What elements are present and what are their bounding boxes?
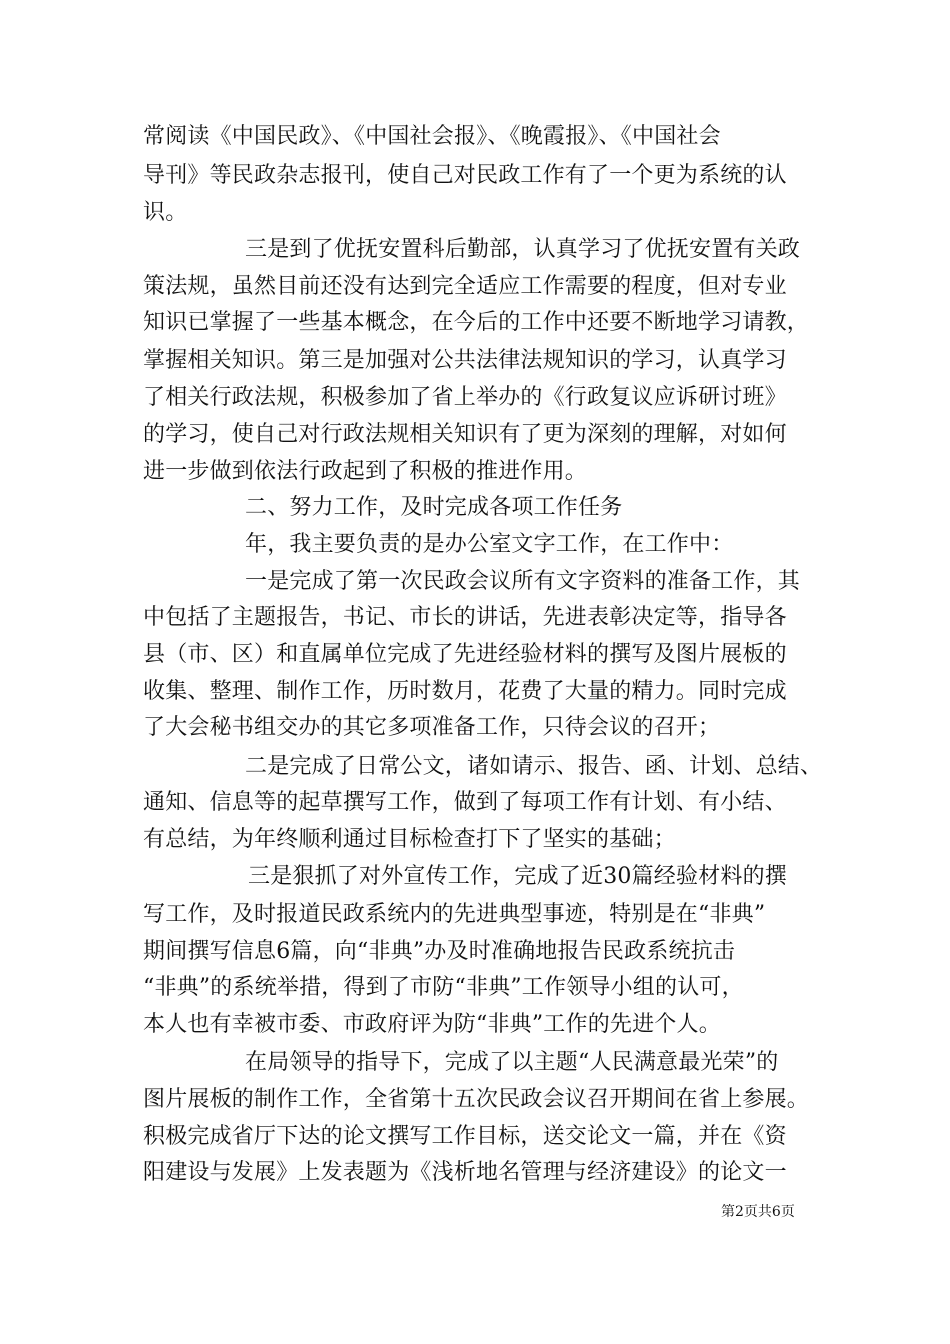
text-line: 有总结，为年终顺利通过目标检查打下了坚实的基础； xyxy=(143,827,676,852)
text-line: 通知、信息等的起草撰写工作，做到了每项工作有计划、有小结、 xyxy=(143,790,787,815)
paragraph-start-line: 二是完成了日常公文，诸如请示、报告、函、计划、总结、 xyxy=(245,754,823,779)
text-line: 县（市、区）和直属单位完成了先进经验材料的撰写及图片展板的 xyxy=(143,642,787,667)
text-line: 期间撰写信息6篇，向“非典”办及时准确地报告民政系统抗击 xyxy=(143,939,736,964)
text-line: 了相关行政法规，积极参加了省上举办的《行政复议应诉研讨班》 xyxy=(143,385,787,410)
paragraph-start-line: 年，我主要负责的是办公室文字工作，在工作中： xyxy=(245,532,734,557)
text-line: 阳建设与发展》上发表题为《浅析地名管理与经济建设》的论文一 xyxy=(143,1160,787,1185)
section-heading: 二、努力工作，及时完成各项工作任务 xyxy=(245,495,623,520)
text-line: “非典”的系统举措，得到了市防“非典”工作领导小组的认可， xyxy=(143,975,744,1000)
paragraph-start-line: 在局领导的指导下，完成了以主题“人民满意最光荣”的 xyxy=(245,1050,779,1075)
text-line: 了大会秘书组交办的其它多项准备工作，只待会议的召开； xyxy=(143,715,721,740)
text-line: 的学习，使自己对行政法规相关知识有了更为深刻的理解，对如何 xyxy=(143,422,787,447)
text-line: 进一步做到依法行政起到了积极的推进作用。 xyxy=(143,459,588,484)
paragraph-start-line: 三是到了优抚安置科后勤部，认真学习了优抚安置有关政 xyxy=(245,237,801,262)
text-line: 导刊》等民政杂志报刊，使自己对民政工作有了一个更为系统的认 xyxy=(143,163,787,188)
text-line: 掌握相关知识。第三是加强对公共法律法规知识的学习，认真学习 xyxy=(143,348,787,373)
text-line: 写工作，及时报道民政系统内的先进典型事迹，特别是在“非典” xyxy=(143,902,766,927)
text-line: 知识已掌握了一些基本概念，在今后的工作中还要不断地学习请教， xyxy=(143,310,810,335)
text-line: 本人也有幸被市委、市政府评为防“非典”工作的先进个人。 xyxy=(143,1012,721,1037)
text-line: 常阅读《中国民政》、《中国社会报》、《晚霞报》、《中国社会 xyxy=(143,124,721,149)
paragraph-start-line: 三是狠抓了对外宣传工作，完成了近30篇经验材料的撰 xyxy=(248,864,787,889)
text-line: 积极完成省厅下达的论文撰写工作目标，送交论文一篇，并在《资 xyxy=(143,1124,787,1149)
page-number-footer: 第2页共6页 xyxy=(721,1204,795,1220)
text-line: 图片展板的制作工作，全省第十五次民政会议召开期间在省上参展。 xyxy=(143,1087,810,1112)
text-line: 识。 xyxy=(143,200,188,225)
text-line: 策法规，虽然目前还没有达到完全适应工作需要的程度，但对专业 xyxy=(143,274,787,299)
text-line: 收集、整理、制作工作，历时数月，花费了大量的精力。同时完成 xyxy=(143,679,787,704)
paragraph-start-line: 一是完成了第一次民政会议所有文字资料的准备工作，其 xyxy=(245,569,801,594)
text-line: 中包括了主题报告，书记、市长的讲话，先进表彰决定等，指导各 xyxy=(143,605,787,630)
